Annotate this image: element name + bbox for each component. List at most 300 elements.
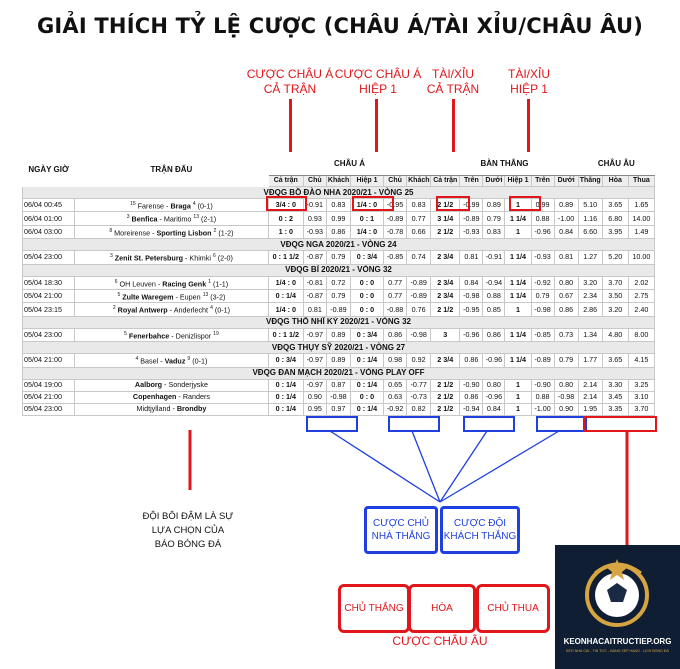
match-teams: Midtjylland - Brondby (75, 403, 269, 415)
asia-full-home[interactable]: 0.90 (303, 391, 326, 403)
asia-full-line[interactable]: 0 : 1 1/2 (268, 251, 303, 264)
match-datetime (23, 391, 75, 403)
match-datetime (23, 379, 75, 391)
ou-half-line[interactable]: 1 (505, 303, 531, 316)
match-row[interactable] (23, 225, 655, 238)
asia-half-away[interactable]: 0.83 (407, 199, 431, 212)
match-row[interactable] (23, 328, 655, 341)
match-time: 18:30 (44, 277, 62, 287)
asia-full-home[interactable]: 0.81 (303, 303, 326, 316)
ou-half-under[interactable]: 0.86 (554, 303, 578, 316)
asia-full-line[interactable]: 0 : 1 1/2 (268, 328, 303, 341)
legend-home-win-l2: NHÀ THẮNG (371, 531, 431, 542)
match-datetime (23, 199, 75, 212)
ou-full-over[interactable]: 0.84 (460, 276, 483, 289)
asia-half-home[interactable]: -0.88 (384, 303, 407, 316)
header-date: NGÀY GIỜ (23, 153, 75, 187)
ou-half-over[interactable]: -0.90 (531, 379, 554, 391)
eu-home-win[interactable]: 2.14 (578, 391, 602, 403)
home-team: Copenhagen (132, 392, 177, 402)
ou-full-over[interactable]: -0.98 (460, 289, 483, 302)
asia-full-home[interactable]: -0.81 (303, 276, 326, 289)
ou-full-over[interactable]: 0.86 (460, 354, 483, 367)
subheader-cell: Dưới (554, 176, 578, 187)
ou-full-line[interactable]: 2 3/4 (431, 354, 460, 367)
header-asia: CHÂU Á (268, 153, 431, 176)
asia-half-line[interactable]: 0 : 0 (350, 276, 383, 289)
eu-draw[interactable]: 3.50 (602, 289, 628, 302)
asia-full-away[interactable]: 0.89 (326, 354, 350, 367)
match-datetime (23, 328, 75, 341)
eu-draw[interactable]: 3.65 (602, 199, 628, 212)
asia-full-line[interactable]: 3/4 : 0 (268, 199, 303, 212)
logo-tagline: KÈO NHÀ CÁI - TIN TỨC - BẢNG XẾP HẠNG - LỊCH BÓNG ĐÁ (566, 649, 669, 653)
eu-away-win[interactable]: 1.49 (628, 225, 654, 238)
asia-half-away[interactable]: 0.82 (407, 403, 431, 415)
highlight-europe-odds (583, 416, 657, 432)
league-name: VĐQG ĐAN MẠCH 2020/21 - VÒNG PLAY OFF (23, 367, 655, 379)
asia-full-away[interactable]: 0.89 (326, 328, 350, 341)
ou-half-over[interactable]: -1.00 (531, 403, 554, 415)
match-datetime (23, 276, 75, 289)
ou-half-line[interactable]: 1 1/4 (505, 354, 531, 367)
ou-full-under[interactable]: 0.85 (483, 303, 505, 316)
match-score: (1-1) (212, 278, 229, 288)
ou-full-over[interactable]: -0.90 (460, 379, 483, 391)
asia-half-home[interactable]: -0.78 (384, 225, 407, 238)
ou-half-over[interactable]: -0.96 (531, 225, 554, 238)
match-row[interactable] (23, 391, 655, 403)
ou-half-under[interactable]: -1.00 (554, 212, 578, 225)
ou-full-under[interactable]: -0.96 (483, 354, 505, 367)
ou-full-line[interactable]: 2 1/2 (431, 403, 460, 415)
match-teams: $^{15}$ Farense - Braga $^4$ (0-1) (75, 199, 269, 212)
home-team: Farense (137, 201, 165, 211)
eu-draw[interactable]: 4.80 (602, 328, 628, 341)
asia-full-line[interactable]: 1/4 : 0 (268, 276, 303, 289)
legend-away-win-l1: CƯỢC ĐỘI (453, 518, 507, 529)
asia-full-line[interactable]: 0 : 1/4 (268, 379, 303, 391)
asia-half-line[interactable]: 0 : 1/4 (350, 354, 383, 367)
highlight-ou-half-odds (536, 416, 587, 432)
home-team: Moreirense (114, 228, 151, 238)
subheader-cell: Hiệp 1 (505, 176, 531, 187)
asia-half-home[interactable]: -0.89 (384, 212, 407, 225)
ou-half-line[interactable]: 1 (505, 391, 531, 403)
home-rank: 3 (126, 214, 130, 221)
match-date: 05/04 (24, 291, 42, 301)
away-rank: 13 (202, 291, 209, 298)
asia-full-away[interactable]: 0.72 (326, 276, 350, 289)
home-rank: 15 (130, 201, 136, 207)
ou-half-line[interactable]: 1 1/4 (505, 251, 531, 264)
match-teams: Copenhagen - Randers (75, 391, 269, 403)
legend-away-win-l2: KHÁCH THẮNG (443, 531, 517, 542)
asia-full-home[interactable]: -0.97 (303, 328, 326, 341)
ou-full-over[interactable]: -0.93 (460, 225, 483, 238)
eu-draw[interactable]: 6.80 (602, 212, 628, 225)
match-score: (2-0) (217, 253, 233, 263)
asia-half-line[interactable]: 0 : 0 (350, 303, 383, 316)
eu-away-win[interactable]: 3.70 (628, 403, 654, 415)
asia-half-home[interactable]: 0.77 (384, 276, 407, 289)
logo-name: KEONHACAITRUCTIEP.ORG (563, 637, 672, 646)
asia-half-away[interactable]: -0.98 (407, 328, 431, 341)
ou-full-over[interactable]: -0.89 (460, 212, 483, 225)
asia-full-away[interactable]: 0.97 (326, 403, 350, 415)
asia-half-away[interactable]: 0.77 (407, 212, 431, 225)
asia-half-away[interactable]: -0.77 (407, 379, 431, 391)
highlight-ou-half (509, 196, 541, 211)
asia-half-away[interactable]: -0.89 (407, 276, 431, 289)
away-team: Anderlecht (173, 305, 209, 315)
asia-full-line[interactable]: 1/4 : 0 (268, 303, 303, 316)
home-rank: 5 (124, 330, 127, 337)
asia-full-line[interactable]: 0 : 2 (268, 212, 303, 225)
asia-half-home[interactable]: -0.92 (384, 403, 407, 415)
home-team: Benfica (131, 214, 158, 224)
home-team: Zulte Waregem (122, 292, 174, 302)
ou-half-over[interactable]: 0.88 (531, 212, 554, 225)
match-row[interactable] (23, 212, 655, 225)
ou-full-under[interactable]: 0.79 (483, 212, 505, 225)
match-teams: $^5$ Zulte Waregem - Eupen $^{13}$ (3-2) (75, 289, 269, 302)
asia-half-away[interactable]: 0.76 (407, 303, 431, 316)
match-row[interactable] (23, 303, 655, 316)
ou-full-over[interactable]: 0.81 (460, 251, 483, 264)
ball-emblem-icon (555, 545, 680, 640)
ou-half-under[interactable]: 0.73 (554, 328, 578, 341)
asia-half-line[interactable]: 1/4 : 0 (350, 225, 383, 238)
ou-full-line[interactable]: 2 1/2 (431, 303, 460, 316)
ou-full-under[interactable]: 0.83 (483, 225, 505, 238)
ou-half-over[interactable]: -0.85 (531, 328, 554, 341)
eu-away-win[interactable]: 1.65 (628, 199, 654, 212)
ou-full-line[interactable]: 3 1/4 (431, 212, 460, 225)
callout-ou-half-l2: HIỆP 1 (510, 82, 548, 96)
match-row[interactable] (23, 289, 655, 302)
away-rank: 4 (210, 305, 213, 312)
asia-half-line[interactable]: 0 : 1/4 (350, 379, 383, 391)
asia-half-home[interactable]: 0.63 (384, 391, 407, 403)
home-team: Royal Antwerp (117, 305, 168, 315)
asia-half-line[interactable]: 0 : 1/4 (350, 403, 383, 415)
match-time: 19:00 (44, 380, 62, 390)
eu-home-win[interactable]: 1.16 (578, 212, 602, 225)
match-teams: $^3$ Zenit St. Petersburg - Khimki $^6$ (2-0) (75, 251, 269, 264)
ou-half-over[interactable]: -0.92 (531, 276, 554, 289)
match-date: 06/04 (24, 200, 42, 210)
ou-full-over[interactable]: -0.94 (460, 403, 483, 415)
league-name: VĐQG THỤY SỸ 2020/21 - VÒNG 27 (23, 342, 655, 354)
match-datetime (23, 251, 75, 264)
asia-half-home[interactable]: -0.95 (384, 199, 407, 212)
home-team: Midtjylland (136, 404, 171, 414)
match-time: 23:00 (44, 404, 62, 414)
asia-full-line[interactable]: 0 : 1/4 (268, 403, 303, 415)
ou-full-under[interactable]: 0.86 (483, 328, 505, 341)
match-time: 03:00 (44, 226, 62, 236)
eu-away-win[interactable]: 10.00 (628, 251, 654, 264)
ou-half-under[interactable]: 0.80 (554, 276, 578, 289)
ou-full-line[interactable]: 2 1/2 (431, 199, 460, 212)
legend-home-lose-eu: CHỦ THUA (476, 584, 550, 633)
eu-home-win[interactable]: 6.60 (578, 225, 602, 238)
asia-full-away[interactable]: -0.98 (326, 391, 350, 403)
eu-home-win[interactable]: 1.34 (578, 328, 602, 341)
asia-full-home[interactable]: -0.87 (303, 289, 326, 302)
ou-half-over[interactable]: 0.99 (531, 199, 554, 212)
header-goals: BÀN THẮNG (431, 153, 578, 176)
asia-full-away[interactable]: 0.87 (326, 379, 350, 391)
eu-away-win[interactable]: 8.00 (628, 328, 654, 341)
match-row[interactable] (23, 199, 655, 212)
eu-home-win[interactable]: 2.86 (578, 303, 602, 316)
asia-full-home[interactable]: -0.97 (303, 354, 326, 367)
eu-home-win[interactable]: 5.10 (578, 199, 602, 212)
callout-asia-half-l1: CƯỢC CHÂU Á (334, 67, 422, 81)
ou-half-line[interactable]: 1 1/4 (505, 289, 531, 302)
home-team: Fenerbahce (128, 331, 170, 341)
asia-half-away[interactable]: 0.74 (407, 251, 431, 264)
ou-half-under[interactable]: 0.84 (554, 225, 578, 238)
asia-half-line[interactable]: 1/4 : 0 (350, 199, 383, 212)
asia-half-line[interactable]: 0 : 3/4 (350, 328, 383, 341)
ou-full-over[interactable]: -0.99 (460, 199, 483, 212)
eu-draw[interactable]: 3.45 (602, 391, 628, 403)
match-score: (0-1) (214, 305, 231, 315)
match-row[interactable] (23, 379, 655, 391)
match-score: (0-1) (197, 201, 213, 211)
ou-full-under[interactable]: -0.96 (483, 391, 505, 403)
eu-away-win[interactable]: 2.40 (628, 303, 654, 316)
subheader-cell: Hòa (602, 176, 628, 187)
away-team: Denizlispor (175, 331, 212, 341)
match-score: (0-1) (192, 356, 208, 366)
asia-half-home[interactable]: 0.65 (384, 379, 407, 391)
ou-full-over[interactable]: -0.96 (460, 328, 483, 341)
ou-full-line[interactable]: 2 3/4 (431, 289, 460, 302)
ou-full-under[interactable]: 0.84 (483, 403, 505, 415)
ou-half-over[interactable]: -0.93 (531, 251, 554, 264)
ou-half-under[interactable]: 0.67 (554, 289, 578, 302)
eu-away-win[interactable]: 2.02 (628, 276, 654, 289)
match-row[interactable] (23, 403, 655, 415)
highlight-asia-half (352, 196, 394, 211)
match-date: 05/04 (24, 304, 42, 314)
eu-draw[interactable]: 3.20 (602, 303, 628, 316)
match-row[interactable] (23, 276, 655, 289)
callout-asia-full-l2: CẢ TRẬN (263, 82, 317, 96)
asia-half-home[interactable]: 0.77 (384, 289, 407, 302)
match-date: 05/04 (24, 392, 42, 402)
ou-full-under[interactable]: 0.88 (483, 289, 505, 302)
subheader-cell: Thắng (578, 176, 602, 187)
callout-asia-full-l1: CƯỢC CHÂU Á (246, 67, 334, 81)
legend-draw-eu: HÒA (408, 584, 476, 633)
ou-half-under[interactable]: 0.79 (554, 354, 578, 367)
eu-home-win[interactable]: 3.20 (578, 276, 602, 289)
asia-half-line[interactable]: 0 : 3/4 (350, 251, 383, 264)
away-team: Braga (170, 201, 191, 211)
ou-half-line[interactable]: 1 1/4 (505, 276, 531, 289)
league-row (23, 316, 655, 328)
subheader-cell: Trên (460, 176, 483, 187)
asia-full-away[interactable]: 0.79 (326, 289, 350, 302)
asia-full-away[interactable]: -0.89 (326, 303, 350, 316)
match-time: 21:00 (44, 392, 62, 402)
match-teams: $^4$ Basel - Vaduz $^9$ (0-1) (75, 354, 269, 367)
eu-home-win[interactable]: 1.95 (578, 403, 602, 415)
eu-draw[interactable]: 5.20 (602, 251, 628, 264)
league-row (23, 187, 655, 199)
ou-full-over[interactable]: 0.86 (460, 391, 483, 403)
match-date: 05/04 (24, 329, 42, 339)
subheader-cell: Trên (531, 176, 554, 187)
match-date: 05/04 (24, 404, 42, 414)
asia-full-away[interactable]: 0.79 (326, 251, 350, 264)
asia-half-away[interactable]: 0.92 (407, 354, 431, 367)
asia-full-line[interactable]: 1 : 0 (268, 225, 303, 238)
ou-half-over[interactable]: 0.88 (531, 391, 554, 403)
ou-full-under[interactable]: 0.80 (483, 379, 505, 391)
asia-half-home[interactable]: -0.85 (384, 251, 407, 264)
asia-full-home[interactable]: 0.95 (303, 403, 326, 415)
asia-half-line[interactable]: 0 : 0 (350, 391, 383, 403)
away-team: Sonderjyske (168, 380, 208, 390)
ou-full-line[interactable]: 2 3/4 (431, 251, 460, 264)
eu-draw[interactable]: 3.70 (602, 276, 628, 289)
match-datetime (23, 289, 75, 302)
away-team: Eupen (179, 292, 201, 302)
asia-full-away[interactable]: 0.83 (326, 199, 350, 212)
match-date: 06/04 (24, 213, 42, 223)
ou-half-under[interactable]: 0.89 (554, 199, 578, 212)
ou-half-line[interactable]: 1 1/4 (505, 212, 531, 225)
match-score: (2-1) (200, 214, 217, 224)
home-rank: 8 (109, 227, 113, 234)
match-datetime (23, 303, 75, 316)
ou-full-line[interactable]: 2 3/4 (431, 276, 460, 289)
eu-away-win[interactable]: 14.00 (628, 212, 654, 225)
eu-home-win[interactable]: 2.34 (578, 289, 602, 302)
asia-full-away[interactable]: 0.99 (326, 212, 350, 225)
asia-half-away[interactable]: -0.89 (407, 289, 431, 302)
away-team: Brondby (176, 404, 207, 414)
match-datetime (23, 212, 75, 225)
asia-full-away[interactable]: 0.86 (326, 225, 350, 238)
ou-half-line[interactable]: 1 (505, 199, 531, 212)
eu-draw[interactable]: 3.95 (602, 225, 628, 238)
match-teams: $^8$ Moreirense - Sporting Lisbon $^2$ (1-2) (75, 225, 269, 238)
ou-half-line[interactable]: 1 1/4 (505, 328, 531, 341)
subheader-cell: Cả trận (431, 176, 460, 187)
page-title: GIẢI THÍCH TỶ LỆ CƯỢC (CHÂU Á/TÀI XỈU/CHÂU ÂU) (36, 14, 644, 38)
subheader-cell: Khách (326, 176, 350, 187)
site-logo (555, 545, 680, 669)
match-time: 23:15 (44, 304, 62, 314)
eu-home-win[interactable]: 2.14 (578, 379, 602, 391)
ou-full-line[interactable]: 2 1/2 (431, 379, 460, 391)
away-rank: 9 (187, 356, 191, 363)
callout-ou-half (489, 67, 569, 97)
ou-full-under[interactable]: 0.89 (483, 199, 505, 212)
ou-full-under[interactable]: -0.94 (483, 276, 505, 289)
away-rank: 1 (208, 278, 211, 285)
ou-half-over[interactable]: 0.79 (531, 289, 554, 302)
match-row[interactable] (23, 354, 655, 367)
ou-half-line[interactable]: 1 (505, 225, 531, 238)
asia-half-line[interactable]: 0 : 0 (350, 289, 383, 302)
eu-away-win[interactable]: 3.10 (628, 391, 654, 403)
away-rank: 13 (193, 214, 199, 221)
ou-half-under[interactable]: 0.90 (554, 403, 578, 415)
ou-half-line[interactable]: 1 (505, 403, 531, 415)
eu-draw[interactable]: 3.65 (602, 354, 628, 367)
asia-full-home[interactable]: -0.93 (303, 225, 326, 238)
ou-full-line[interactable]: 3 (431, 328, 460, 341)
asia-full-home[interactable]: -0.97 (303, 379, 326, 391)
home-rank: 2 (112, 305, 116, 312)
ou-full-line[interactable]: 2 1/2 (431, 391, 460, 403)
eu-away-win[interactable]: 2.75 (628, 289, 654, 302)
eu-home-win[interactable]: 1.27 (578, 251, 602, 264)
ou-full-under[interactable]: -0.91 (483, 251, 505, 264)
ou-full-line[interactable]: 2 1/2 (431, 225, 460, 238)
match-time: 21:00 (44, 355, 62, 365)
eu-away-win[interactable]: 3.25 (628, 379, 654, 391)
asia-half-home[interactable]: 0.98 (384, 354, 407, 367)
legend-home-win-l1: CƯỢC CHỦ (372, 518, 429, 529)
highlight-asia-full (266, 196, 307, 211)
eu-away-win[interactable]: 4.15 (628, 354, 654, 367)
away-rank: 19 (213, 330, 219, 337)
callout-asia-half-l2: HIỆP 1 (359, 82, 397, 96)
ou-half-over[interactable]: -0.98 (531, 303, 554, 316)
match-teams: $^6$ OH Leuven - Racing Genk $^1$ (1-1) (75, 276, 269, 289)
asia-full-line[interactable]: 0 : 1/4 (268, 391, 303, 403)
ou-half-under[interactable]: -0.98 (554, 391, 578, 403)
asia-full-home[interactable]: -0.87 (303, 251, 326, 264)
asia-full-line[interactable]: 0 : 3/4 (268, 354, 303, 367)
match-time: 23:00 (44, 252, 62, 262)
ou-half-under[interactable]: 0.80 (554, 379, 578, 391)
ou-half-under[interactable]: 0.81 (554, 251, 578, 264)
asia-full-home[interactable]: -0.91 (303, 199, 326, 212)
asia-full-home[interactable]: 0.93 (303, 212, 326, 225)
match-teams: Aalborg - Sonderjyske (75, 379, 269, 391)
eu-home-win[interactable]: 1.77 (578, 354, 602, 367)
odds-table (22, 152, 655, 416)
ou-full-over[interactable]: -0.95 (460, 303, 483, 316)
asia-half-line[interactable]: 0 : 1 (350, 212, 383, 225)
callout-ou-full-l2: CẢ TRẬN (426, 82, 480, 96)
asia-half-home[interactable]: 0.86 (384, 328, 407, 341)
match-time: 01:00 (44, 213, 62, 223)
eu-draw[interactable]: 3.35 (602, 403, 628, 415)
match-teams: $^3$ Benfica - Maritimo $^{13}$ (2-1) (75, 212, 269, 225)
home-team: Basel (140, 356, 159, 366)
asia-half-away[interactable]: -0.73 (407, 391, 431, 403)
asia-half-away[interactable]: 0.66 (407, 225, 431, 238)
match-row[interactable] (23, 251, 655, 264)
asia-full-line[interactable]: 0 : 1/4 (268, 289, 303, 302)
ou-half-over[interactable]: -0.89 (531, 354, 554, 367)
match-score: (1-2) (218, 228, 234, 238)
eu-draw[interactable]: 3.30 (602, 379, 628, 391)
match-date: 06/04 (24, 226, 42, 236)
ou-half-line[interactable]: 1 (505, 379, 531, 391)
